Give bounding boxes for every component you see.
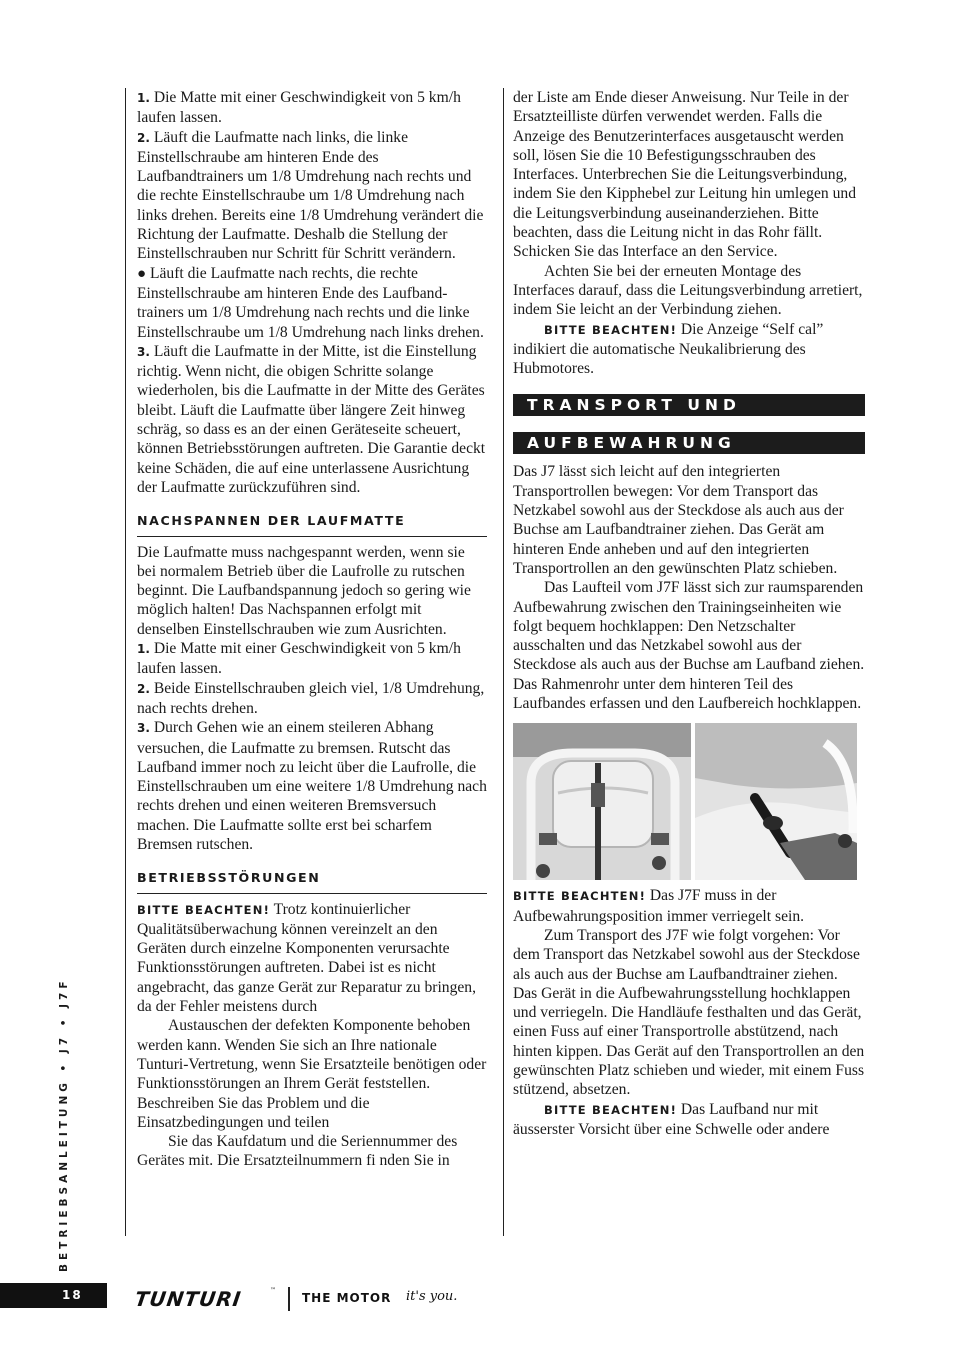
column-rule-left xyxy=(125,88,126,1236)
paragraph-text: Die Matte mit einer Geschwindigkeit von 5 km/h laufen lassen. xyxy=(137,640,461,678)
page-number: 18 xyxy=(0,1283,107,1308)
section-heading-nachspannen: NACHSPANNEN DER LAUFMATTE xyxy=(137,497,487,536)
photo-strip xyxy=(513,723,865,880)
treadmill-frame-illustration xyxy=(513,723,691,880)
paragraph xyxy=(137,639,487,679)
brand-logo: TUNTURI xyxy=(133,1287,244,1311)
paragraph-text: Die Anzeige “Self cal” indikiert die automatische Neukalibrierung des Hubmotores. xyxy=(513,320,824,378)
paragraph-text: Durch Gehen wie an einem steileren Abhang versuchen, die Laufmatte zu bremsen. Rutscht das Laufband immer noch zu leicht über die Laufrolle, die Einstellschrauben um eine weitere 1/8 Umdrehung nach rechts drehen und einen weiteren Bremsversuch machen. Die Laufmatte sollte erst bei scharfem Bremsen rutschen. xyxy=(137,719,487,853)
step-number: 3. xyxy=(137,721,150,736)
note-label: BITTE BEACHTEN! xyxy=(513,889,647,904)
paragraph xyxy=(137,128,487,264)
paragraph: Die Laufmatte muss nachgespannt werden, wenn sie bei normalem Betrieb über die Laufrolle zu rutschen beginnt. Die Laufbandspannung jedoch so gering wie möglich halten! Das Nachspannen erfolgt mit denselben Einstellschrauben wie zum Ausrichten. xyxy=(137,543,471,638)
note-label: BITTE BEACHTEN! xyxy=(137,902,271,917)
paragraph: Austauschen der defekten Komponente behoben werden kann. Wenden Sie sich an Ihre nationale Tunturi-Vertretung, wenn Sie Ersatzteile benötigen oder Funktionsstörungen an Ihrem Gerät feststellen. Beschreiben Sie das Problem und die Einsatzbedingungen und teilen xyxy=(137,1017,487,1131)
paragraph-text: Die Matte mit einer Geschwindigkeit von 5 km/h laufen lassen. xyxy=(137,89,461,127)
paragraph: Achten Sie bei der erneuten Montage des Interfaces darauf, dass die Leitungsverbindung arretiert, indem Sie leicht an der Verbindung ziehen. xyxy=(513,262,863,319)
bullet-icon: ● xyxy=(137,265,147,282)
photo-folded-treadmill xyxy=(513,723,691,880)
section-heading-aufbewahrung: AUFBEWAHRUNG xyxy=(513,432,865,454)
paragraph-text: Beide Einstellschrauben gleich viel, 1/8 Umdrehung, nach rechts drehen. xyxy=(137,679,485,717)
paragraph xyxy=(513,886,865,926)
tagline-script: it's you. xyxy=(406,1289,458,1304)
paragraph: Das Laufteil vom J7F lässt sich zur raumsparenden Aufbewahrung zwischen den Trainingseinheiten wie folgt bequem hochklappen: Den Netzschalter ausschalten und das Netzkabel sowohl aus der Steckdose als auch aus der Buchse am Laufband ziehen. Das Rahmenrohr unter dem hinteren Teil des Laufbandes erfassen und den Laufbereich hochklappen. xyxy=(513,579,865,713)
paragraph xyxy=(137,679,487,719)
paragraph-text: Das Laufband nur mit äusserster Vorsicht über eine Schwelle oder andere xyxy=(513,1100,830,1138)
side-running-title: BETRIEBSANLEITUNG • J7 • J7F xyxy=(58,977,70,1272)
right-column xyxy=(513,88,865,1139)
paragraph: der Liste am Ende dieser Anweisung. Nur Teile in der Ersatzteilliste dürfen verwendet werden. Falls die Anzeige des Benutzerinterfaces ausgetauscht werden soll, lösen Sie die 10 Befestigungsschrauben des Interfaces. Unterbrechen Sie die Leitungsverbindung, indem Sie den Kipphebel zur Leitung hin umlegen und die Leitungsverbindung auseinanderziehen. Bitte beachten, dass die Leitung nicht in das Rohr fällt. Schicken Sie das Interface an den Service. xyxy=(513,89,856,261)
paragraph-text: Läuft die Laufmatte nach rechts, die rechte Einstellschraube am hinteren Ende des Laufband-trainers um 1/8 Umdrehung nach rechts und die linke Einstellschraube um 1/8 Umdrehung nach links drehen. xyxy=(137,264,484,341)
step-number: 1. xyxy=(137,642,150,657)
latch-illustration xyxy=(695,723,857,880)
step-number: 2. xyxy=(137,130,150,145)
paragraph-text: Läuft die Laufmatte nach links, die linke Einstellschraube am hinteren Ende des Laufbandtrainers um 1/8 Umdrehung nach rechts und die rechte Einstellschraube um 1/8 Umdrehung nach links drehen. Bereits eine 1/8 Umdrehung verändert die Richtung der Laufmatte. Deshalb die Stellung der Einstellschrauben nur Schritt für Schritt verändern. xyxy=(137,128,484,263)
paragraph-text: Läuft die Laufmatte in der Mitte, ist die Einstellung richtig. Wenn nicht, die obigen Schritte solange wiederholen, bis die Laufmatte in der Mitte des Gerätes bleibt. Läuft die Laufmatte über längere Zeit hinweg schräg, so dass es an der einen Geräteseite scheuert, können Betriebsstörungen auftreten. Die Garantie deckt keine Schäden, die auf eine unterlassene Ausrichtung der Laufmatte zurückzuführen sind. xyxy=(137,342,486,496)
section-heading-transport: TRANSPORT UND xyxy=(513,394,865,416)
paragraph xyxy=(137,900,487,1017)
column-rule-middle xyxy=(503,88,504,1236)
left-column xyxy=(137,88,487,1171)
paragraph xyxy=(513,320,865,379)
paragraph xyxy=(137,264,487,342)
paragraph-text: Das J7F muss in der Aufbewahrungsposition immer verriegelt sein. xyxy=(513,887,805,925)
logo-divider xyxy=(288,1287,290,1311)
paragraph-text: Trotz kontinuierlicher Qualitätsüberwachung können vereinzelt an den Geräten durch einzelne Komponenten verursachte Funktionsstörungen auftreten. Dabei ist es nicht angebracht, das ganze Gerät zur Reparatur zu bringen, da der Fehler meistens durch xyxy=(137,900,476,1016)
paragraph xyxy=(137,718,487,854)
paragraph xyxy=(513,1100,865,1140)
note-label: BITTE BEACHTEN! xyxy=(544,1102,678,1117)
paragraph: Das J7 lässt sich leicht auf den integrierten Transportrollen bewegen: Vor dem Transport das Netzkabel sowohl aus der Steckdose als auch aus der Buchse am Laufbandtrainer ziehen. Das Gerät am hinteren Ende anheben und auf den integrierten Transportrollen an den gewünschten Platz schieben. xyxy=(513,463,844,577)
paragraph: Sie das Kaufdatum und die Seriennummer des Gerätes mit. Die Ersatzteilnummern fi nden Sie in xyxy=(137,1133,458,1170)
tagline-primary: THE MOTOR xyxy=(302,1291,392,1305)
step-number: 1. xyxy=(137,91,150,105)
photo-latch-detail xyxy=(695,723,857,880)
paragraph xyxy=(137,88,487,128)
step-number: 2. xyxy=(137,681,150,696)
paragraph: Zum Transport des J7F wie folgt vorgehen: Vor dem Transport das Netzkabel sowohl aus der Steckdose als auch aus der Buchse am Laufbandtrainer ziehen. Das Gerät in die Aufbewahrungsstellung hochklappen und verriegeln. Die Handläufe festhalten und das Gerät, einen Fuss auf einer Transportrolle abstützend, nach hinten kippen. Das Gerät auf den Transportrollen an den gewünschten Platz schieben und wieder, mit einem Fuss stützend, absetzen. xyxy=(513,926,865,1099)
step-number: 3. xyxy=(137,344,150,359)
paragraph xyxy=(137,342,487,497)
note-label: BITTE BEACHTEN! xyxy=(544,322,678,337)
trademark-mark: ™ xyxy=(270,1287,276,1294)
section-heading-betriebsstoerungen: BETRIEBSSTÖRUNGEN xyxy=(137,854,487,893)
